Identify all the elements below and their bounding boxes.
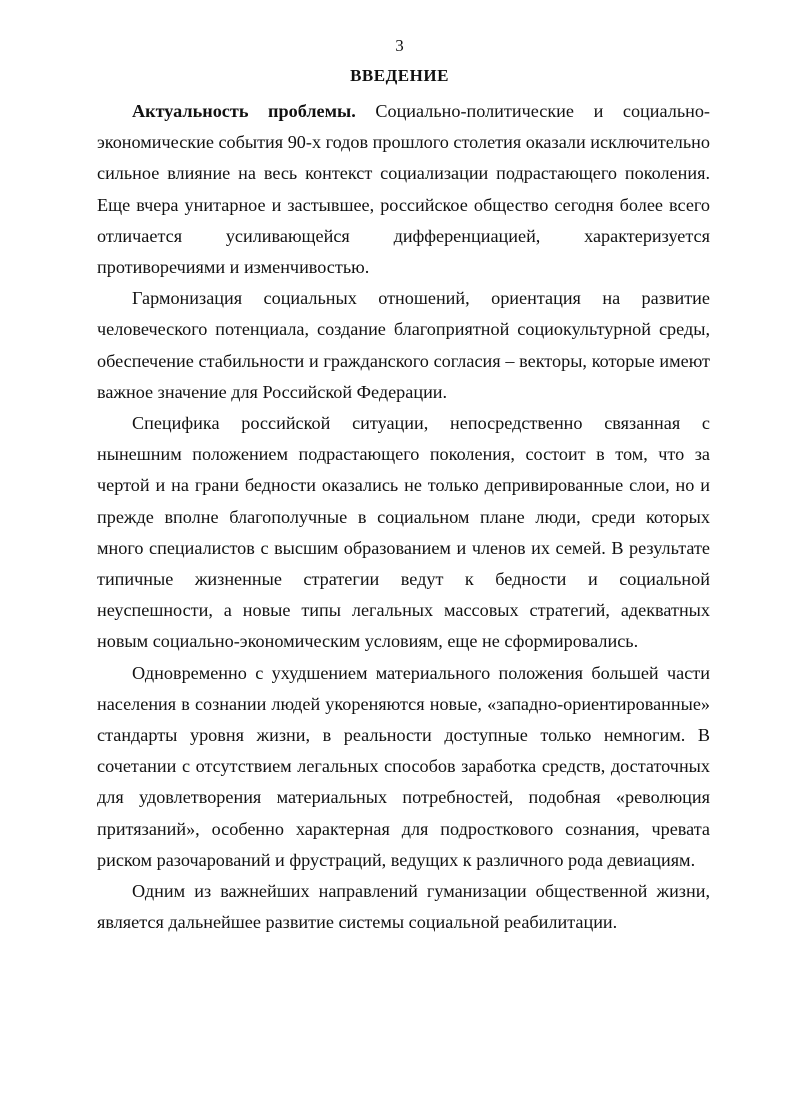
paragraph-text: Одним из важнейших направлений гуманизации общественной жизни, является дальнейшее развитие системы социальной реабилитации. [97, 881, 710, 933]
paragraph-text: Специфика российской ситуации, непосредственно связанная с нынешним положением подрастающего поколения, состоит в том, что за чертой и на грани бедности оказались не только депривированные слои, но и прежде вполне благополучные в социальном плане люди, среди которых много специалистов с высшим образованием и членов их семей. В результате типичные жизненные стратегии ведут к бедности и социальной неуспешности, а новые типы легальных массовых стратегий, адекватных новым социально-экономическим условиям, еще не сформировались. [97, 413, 710, 652]
paragraph-lead: Актуальность проблемы. [132, 101, 356, 121]
body-text [97, 96, 710, 938]
paragraph-2 [97, 283, 710, 408]
paragraph-4 [97, 658, 710, 876]
paragraph-text: Одновременно с ухудшением материального положения большей части населения в сознании людей укореняются новые, «западно-ориентированные» стандарты уровня жизни, в реальности доступные только немногим. В сочетании с отсутствием легальных способов заработка средств, достаточных для удовлетворения материальных потребностей, подобная «революция притязаний», особенно характерная для подросткового сознания, чревата риском разочарований и фрустраций, ведущих к различного рода девиациям. [97, 662, 710, 870]
paragraph-text: Гармонизация социальных отношений, ориентация на развитие человеческого потенциала, создание благоприятной социокультурной среды, обеспечение стабильности и гражданского согласия – векторы, которые имеют важное значение для Российской Федерации. [97, 288, 710, 402]
paragraph-5 [97, 876, 710, 938]
paragraph-1 [97, 96, 710, 283]
section-heading: ВВЕДЕНИЕ [350, 66, 449, 85]
paragraph-text: Социально-политические и социально-экономические события 90-х годов прошлого столетия оказали исключительно сильное влияние на весь контекст социализации подрастающего поколения. Еще вчера унитарное и застывшее, российское общество сегодня более всего отличается усиливающейся дифференциацией, характеризуется противоречиями и изменчивостью. [97, 101, 710, 278]
paragraph-3 [97, 408, 710, 658]
page-number: 3 [395, 36, 404, 55]
